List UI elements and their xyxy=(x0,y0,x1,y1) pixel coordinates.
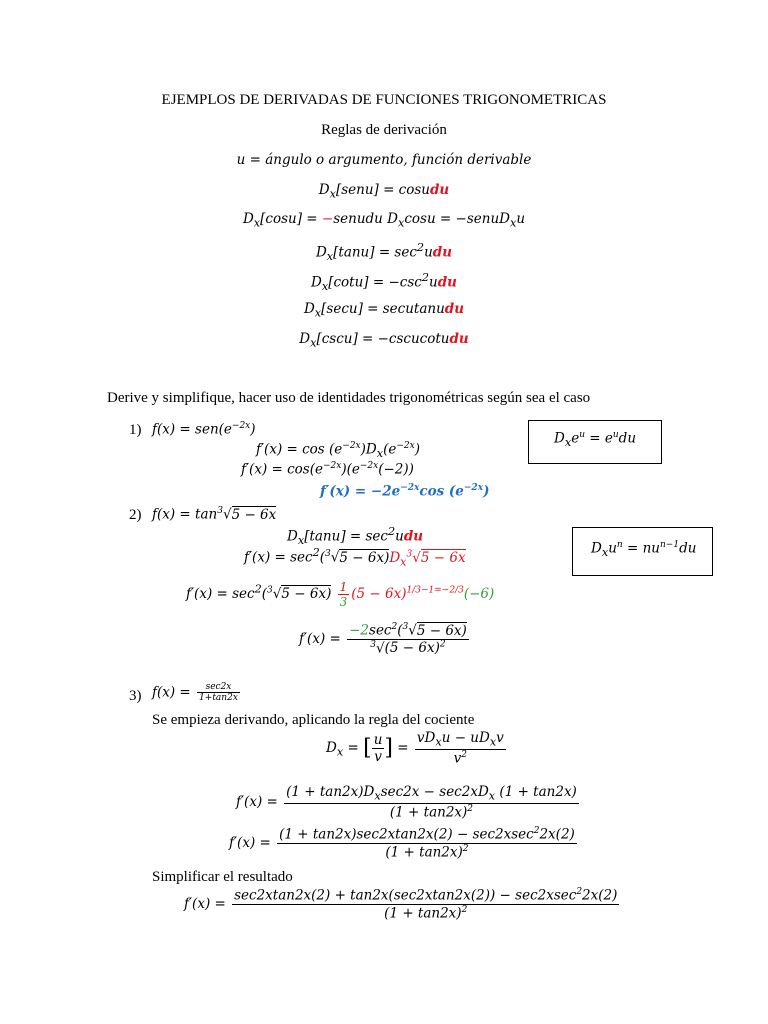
step-3-fraction xyxy=(232,887,619,921)
example-1-number: 1) xyxy=(129,422,142,438)
expr: [tanu] = sec xyxy=(304,528,388,545)
exp-rule-box xyxy=(528,420,662,464)
step-1-fraction xyxy=(284,784,579,820)
rule-sec xyxy=(0,301,768,320)
coefficient: −2 xyxy=(349,622,370,639)
expr: = xyxy=(343,740,364,757)
expr: f′(x) = xyxy=(229,835,276,851)
superscript: 2 xyxy=(461,749,468,760)
superscript: 2 xyxy=(576,887,583,897)
exponent: 1/3−1=−2/3 xyxy=(406,585,464,596)
rule-text: u xyxy=(424,244,433,261)
expr: f(x) = xyxy=(152,684,196,701)
subscript: x xyxy=(336,745,344,759)
radical-sign: √ xyxy=(222,506,232,523)
superscript: 2 xyxy=(416,241,425,254)
page-subtitle: Reglas de derivación xyxy=(321,122,447,138)
radical-sign: √ xyxy=(272,586,282,602)
expr: u xyxy=(608,540,617,557)
rule-text: [secu] = secutanu xyxy=(321,301,445,317)
rule-text: u xyxy=(429,274,438,291)
expr: 2x(2) xyxy=(539,826,575,843)
expr: vD xyxy=(416,730,436,746)
du-highlight: du xyxy=(449,331,469,347)
example-3-function xyxy=(152,682,242,703)
superscript: −2x xyxy=(396,441,415,451)
numerator: sec2x xyxy=(205,682,232,692)
expr: f′(x) = xyxy=(236,794,283,811)
radical-sign: √ xyxy=(330,549,340,566)
superscript: u xyxy=(579,430,585,440)
d-symbol: D xyxy=(242,211,254,227)
subscript: x xyxy=(376,447,384,461)
d-symbol: D xyxy=(303,301,315,317)
denominator xyxy=(232,904,619,922)
example-3-text-1: Se empieza derivando, aplicando la regla del cociente xyxy=(152,712,475,728)
subscript: x xyxy=(564,436,572,450)
rule-csc xyxy=(0,331,768,350)
du-highlight: du xyxy=(429,182,450,198)
example-2-function xyxy=(152,506,276,523)
rule-sen xyxy=(0,182,768,201)
du-highlight: du xyxy=(403,528,424,545)
rule-text: senudu D xyxy=(333,211,398,227)
radical-sign: √ xyxy=(408,622,417,639)
example-1-function xyxy=(152,421,256,438)
expr: ( xyxy=(261,586,268,602)
step-2-fraction xyxy=(277,826,577,860)
superscript: 2 xyxy=(254,582,262,596)
example-3-number: 3) xyxy=(129,688,142,704)
superscript: u xyxy=(612,430,619,440)
expr: (−2)) xyxy=(378,461,414,478)
radical-sign: √ xyxy=(412,549,421,566)
superscript: 2 xyxy=(421,271,429,284)
root-index: 3 xyxy=(217,506,223,516)
expr: v xyxy=(496,730,504,746)
rule-text: cosu = −senuD xyxy=(404,211,510,227)
subscript: x xyxy=(326,250,334,264)
expr: (1 + tan2x) xyxy=(384,905,462,921)
radical-sign: √ xyxy=(376,640,385,656)
numerator xyxy=(347,622,469,639)
expr: (5 − 6x) xyxy=(384,640,440,656)
d-symbol: D xyxy=(591,540,602,557)
expr: du xyxy=(679,540,697,557)
example-1-step-2 xyxy=(241,461,414,478)
subscript: x xyxy=(314,306,322,320)
subscript: x xyxy=(488,789,496,803)
expr: ) xyxy=(250,421,256,438)
expr: = nu xyxy=(622,540,660,557)
subscript: x xyxy=(297,534,305,548)
superscript: 2 xyxy=(461,904,468,915)
expr: u xyxy=(395,528,404,545)
denominator: 3 xyxy=(339,595,348,609)
rule-u-definition: u = ángulo o argumento, función derivable xyxy=(236,152,532,168)
rule-cos xyxy=(0,211,768,230)
du-highlight: du xyxy=(432,244,453,261)
du-highlight: du xyxy=(444,301,465,317)
numerator xyxy=(277,826,577,843)
example-2-step-1 xyxy=(244,546,466,568)
expr: (−6) xyxy=(463,586,495,602)
numerator: 1 xyxy=(339,580,348,594)
expr: f(x) = tan xyxy=(152,506,218,523)
numerator xyxy=(284,784,579,803)
expr: cos (e xyxy=(419,483,464,500)
subscript: x xyxy=(321,280,329,294)
example-3-text-2: Simplificar el resultado xyxy=(152,869,293,885)
superscript: n xyxy=(616,540,623,550)
expr: f′(x) = xyxy=(184,896,231,912)
quotient-fraction xyxy=(415,730,506,766)
radicand: 5 − 6x) xyxy=(416,622,467,639)
example-2-step-2 xyxy=(186,580,494,609)
root-index: 3 xyxy=(267,585,273,596)
superscript: 2 xyxy=(533,826,540,836)
subscript: x xyxy=(435,735,442,749)
radicand: 5 − 6x) xyxy=(339,549,390,566)
superscript: −2x xyxy=(342,441,361,451)
numerator xyxy=(415,730,506,749)
expr: ) xyxy=(483,483,490,500)
radicand: 5 − 6x xyxy=(420,549,466,566)
superscript: −2x xyxy=(463,483,484,493)
one-third-fraction xyxy=(338,580,350,609)
subscript: x xyxy=(489,735,497,749)
example-3-step-2 xyxy=(229,826,579,860)
quotient-rule xyxy=(326,730,508,766)
expr: sec xyxy=(369,622,392,639)
expr: f′(x) = cos (e xyxy=(256,441,343,458)
subscript: x xyxy=(329,187,336,201)
denominator xyxy=(277,843,577,861)
d-symbol: D xyxy=(299,331,311,347)
superscript: 2 xyxy=(462,843,469,854)
du-highlight: du xyxy=(437,274,457,291)
expr: 2x(2) xyxy=(582,887,618,904)
superscript: −2x xyxy=(359,461,379,471)
instruction-text: Derive y simplifique, hacer uso de identidades trigonométricas según sea el caso xyxy=(107,390,591,406)
expr: e xyxy=(571,430,580,447)
subscript: x xyxy=(310,336,317,350)
superscript: −2x xyxy=(322,461,342,471)
rule-cot xyxy=(0,271,768,293)
minus-highlight: − xyxy=(321,211,334,227)
expr: f′(x) = xyxy=(299,631,346,647)
d-symbol: D xyxy=(318,182,330,198)
subscript: x xyxy=(400,555,407,569)
expr: sec2xtan2x(2) + tan2x(sec2xtan2x(2)) − sec2xsec xyxy=(234,887,577,904)
example-2-tan-rule xyxy=(287,525,423,547)
expr: f(x) = sen(e xyxy=(152,421,232,438)
power-rule-text xyxy=(591,540,696,559)
left-bracket: [ xyxy=(363,735,372,761)
rule-text: u xyxy=(516,211,526,227)
superscript: n−1 xyxy=(659,540,680,550)
subscript: x xyxy=(601,546,609,560)
superscript: 2 xyxy=(439,639,446,650)
root-index: 3 xyxy=(325,549,331,559)
expr: (1 + tan2x) xyxy=(385,844,463,860)
expr: = e xyxy=(584,430,613,447)
subscript: x xyxy=(253,216,261,230)
radicand: 5 − 6x xyxy=(231,506,277,523)
d-symbol: D xyxy=(554,430,565,447)
expr: du xyxy=(618,430,637,447)
expr: sec2x − sec2xD xyxy=(380,784,489,800)
denominator xyxy=(347,639,469,657)
radicand xyxy=(385,639,446,656)
numerator xyxy=(232,887,619,904)
expr: ( xyxy=(319,549,326,566)
exp-rule-text xyxy=(554,430,636,449)
d-symbol: D xyxy=(326,740,337,757)
radicand: 5 − 6x) xyxy=(281,586,332,602)
denominator: v xyxy=(372,748,385,765)
example-2-number: 2) xyxy=(129,507,142,523)
numerator: u xyxy=(373,731,383,748)
right-bracket: ] xyxy=(384,735,393,761)
superscript: 2 xyxy=(387,525,396,538)
superscript: 2 xyxy=(312,546,320,559)
subscript: x xyxy=(397,216,405,230)
expr: (1 + tan2x) xyxy=(495,784,577,800)
u-over-v xyxy=(372,732,385,765)
rule-text: [cotu] = −csc xyxy=(328,274,422,291)
expr: (5 − 6x) xyxy=(351,586,407,602)
expr: )D xyxy=(360,441,377,458)
superscript: 2 xyxy=(467,803,474,814)
expr: (1 + tan2x)D xyxy=(286,784,375,800)
example-1-step-1 xyxy=(256,441,420,460)
denominator xyxy=(415,749,506,767)
denominator: 1+tan2x xyxy=(199,693,238,703)
expr: (1 + tan2x) xyxy=(389,804,468,821)
rule-text: [tanu] = sec xyxy=(333,244,417,261)
expr: ( xyxy=(397,622,403,639)
expr: (1 + tan2x)sec2xtan2x(2) − sec2xsec xyxy=(279,826,534,843)
subscript: x xyxy=(374,789,381,803)
expr: f′(x) = sec xyxy=(186,586,255,602)
expr: f′(x) = sec xyxy=(244,549,313,566)
page-title: EJEMPLOS DE DERIVADAS DE FUNCIONES TRIGONOMETRICAS xyxy=(161,92,607,108)
superscript: −2x xyxy=(231,421,251,431)
result-fraction xyxy=(347,622,469,656)
rule-tan xyxy=(0,241,768,263)
denominator xyxy=(284,803,579,821)
rule-text: [cosu] = xyxy=(260,211,322,227)
expr: ) xyxy=(414,441,420,458)
example-2-result xyxy=(299,622,471,656)
example-3-step-1 xyxy=(236,784,581,820)
root-index: 3 xyxy=(406,549,413,559)
expr: f′(x) = −2e xyxy=(320,483,401,500)
d-symbol: D xyxy=(311,274,322,291)
d-symbol: D xyxy=(287,528,298,545)
expr: u − uD xyxy=(441,730,490,746)
superscript: −2x xyxy=(400,483,420,493)
expr: )(e xyxy=(341,461,360,478)
expr: (e xyxy=(383,441,397,458)
rule-text: [senu] = cosu xyxy=(335,182,430,198)
function-fraction xyxy=(197,682,240,703)
superscript: 2 xyxy=(391,622,398,632)
rule-text: [cscu] = −cscucotu xyxy=(316,331,450,347)
root-index: 3 xyxy=(370,639,377,650)
example-3-step-3 xyxy=(184,887,621,921)
subscript: x xyxy=(509,216,517,230)
d-symbol: D xyxy=(315,244,327,261)
root-index: 3 xyxy=(402,622,409,632)
expr: f′(x) = cos(e xyxy=(241,461,323,478)
expr: v xyxy=(453,750,462,767)
d-symbol: D xyxy=(389,549,401,566)
expr: = xyxy=(392,740,413,757)
example-1-result xyxy=(320,483,489,500)
power-rule-box xyxy=(572,527,713,576)
